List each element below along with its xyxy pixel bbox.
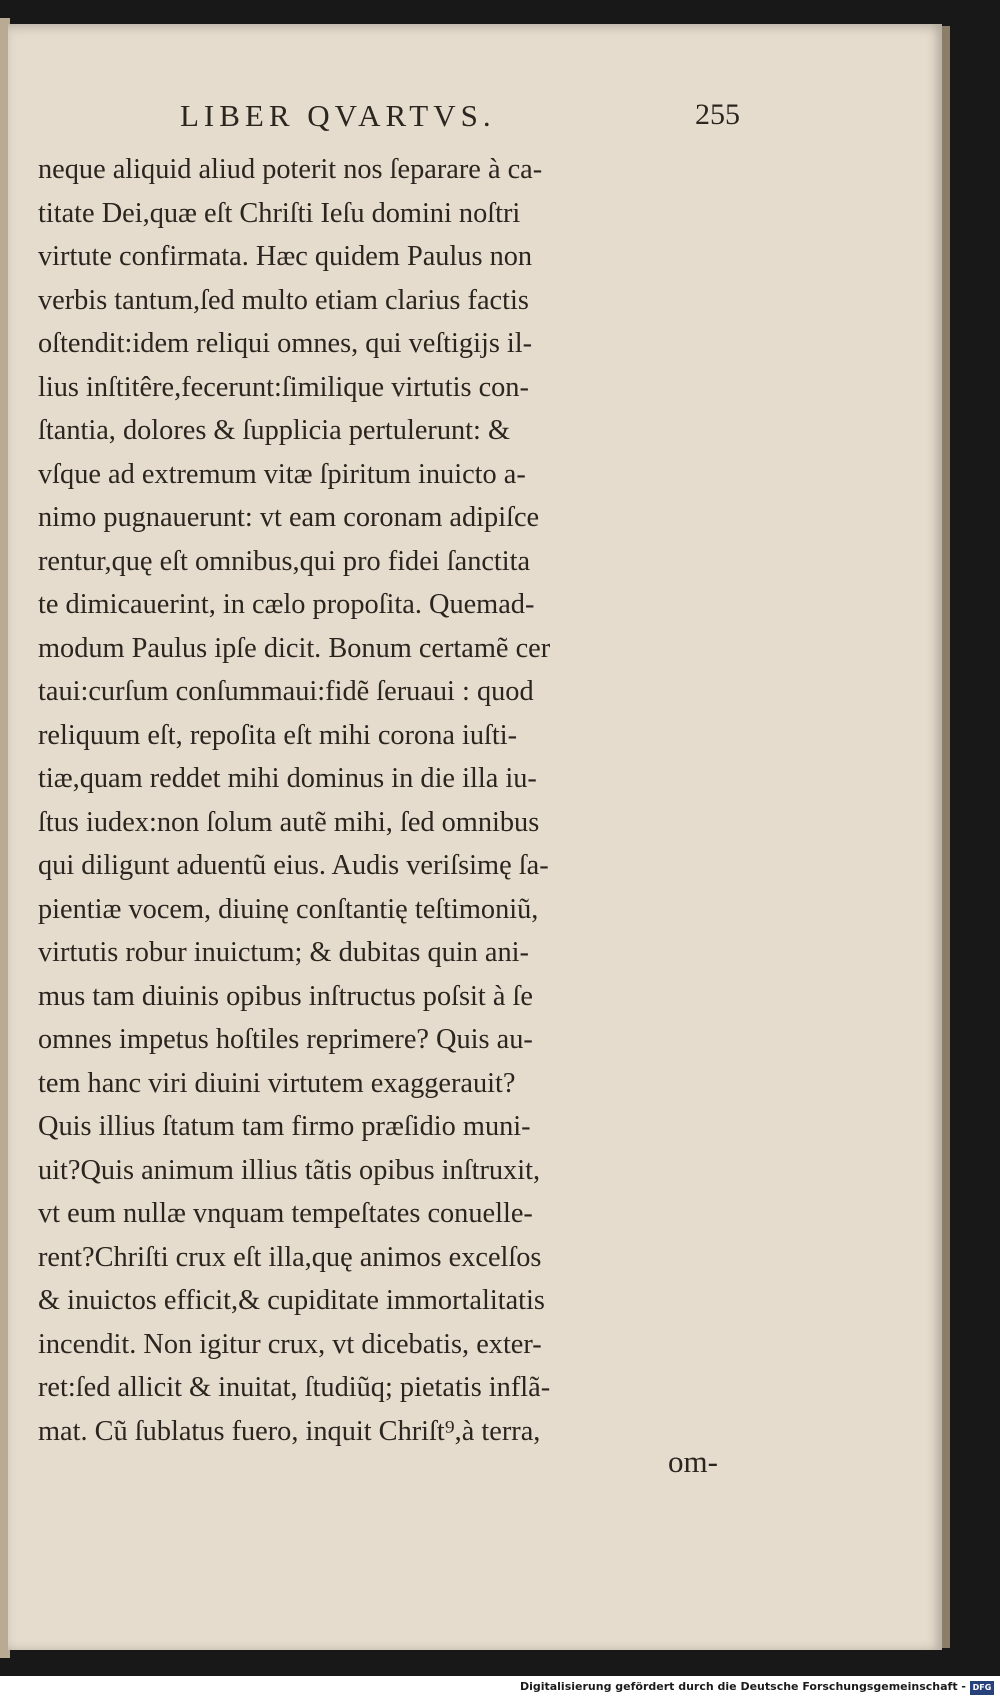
dfg-logo: DFG [970, 1681, 994, 1695]
text-line: ret:ſed allicit & inuitat, ſtudiũq; pietatis inflã- [38, 1372, 551, 1403]
text-line: ſtus iudex:non ſolum autẽ mihi, ſed omnibus [38, 806, 540, 838]
text-line: virtutis robur inuictum; & dubitas quin ani- [38, 937, 529, 968]
text-line: oſtendit:idem reliqui omnes, qui veſtigijs il- [38, 328, 533, 359]
text-line: omnes impetus hoſtiles reprimere? Quis au- [38, 1024, 533, 1055]
text-line: nimo pugnauerunt: vt eam coronam adipiſce [38, 502, 540, 533]
text-line: verbis tantum,ſed multo etiam clarius factis [38, 284, 529, 316]
text-line: vt eum nullæ vnquam tempeſtates conuelle- [38, 1198, 533, 1229]
text-line: rentur,quę eſt omnibus,qui pro fidei ſanctita [38, 545, 531, 577]
text-line: qui diligunt aduentũ eius. Audis veriſsimę ſa- [38, 850, 549, 881]
catchword: om- [668, 1444, 718, 1479]
text-line: Quis illius ſtatum tam firmo præſidio muni- [38, 1111, 531, 1142]
running-head: LIBER QVARTVS. [180, 98, 496, 133]
text-line: reliquum eſt, repoſita eſt mihi corona iuſti- [38, 719, 518, 751]
footer-bar [0, 1676, 1000, 1701]
body-text [38, 148, 738, 1453]
funding-notice: Digitalisierung gefördert durch die Deutsche Forschungsgemeinschaft - [519, 1680, 966, 1693]
text-line: vſque ad extremum vitæ ſpiritum inuicto a- [38, 458, 526, 490]
text-line: incendit. Non igitur crux, vt dicebatis, exter- [38, 1328, 542, 1360]
text-line: tem hanc viri diuini virtutem exaggerauit? [38, 1067, 516, 1099]
text-line: taui:curſum conſummaui:fidẽ ſeruaui : quod [38, 676, 534, 707]
text-line: virtute confirmata. Hæc quidem Paulus non [38, 241, 533, 272]
page-header [180, 98, 740, 134]
text-line: tiæ,quam reddet mihi dominus in die illa iu- [38, 763, 537, 794]
text-line: te dimicauerint, in cælo propoſita. Quemad- [38, 589, 535, 620]
text-line: & inuictos efficit,& cupiditate immortalitatis [38, 1285, 545, 1316]
text-line: mat. Cũ ſublatus fuero, inquit Chriſt⁹,à terra, [38, 1415, 541, 1447]
text-line: neque aliquid aliud poterit nos ſeparare à ca- [38, 154, 543, 185]
page-number: 255 [695, 98, 740, 131]
text-line: rent?Chriſti crux eſt illa,quę animos excelſos [38, 1241, 542, 1273]
text-line: lius inſtitêre,fecerunt:ſimilique virtutis con- [38, 371, 529, 403]
text-line: titate Dei,quæ eſt Chriſti Ieſu domini noſtri [38, 197, 521, 229]
page-right-edge [942, 26, 950, 1648]
text-line: ſtantia, dolores & ſupplicia pertulerunt: & [38, 415, 511, 446]
text-line: mus tam diuinis opibus inſtructus poſsit à ſe [38, 980, 533, 1012]
text-line: pientiæ vocem, diuinę conſtantię teſtimoniũ, [38, 893, 539, 925]
text-line: modum Paulus ipſe dicit. Bonum certamẽ cer [38, 632, 551, 664]
text-line: uit?Quis animum illius tãtis opibus inſtruxit, [38, 1154, 541, 1186]
